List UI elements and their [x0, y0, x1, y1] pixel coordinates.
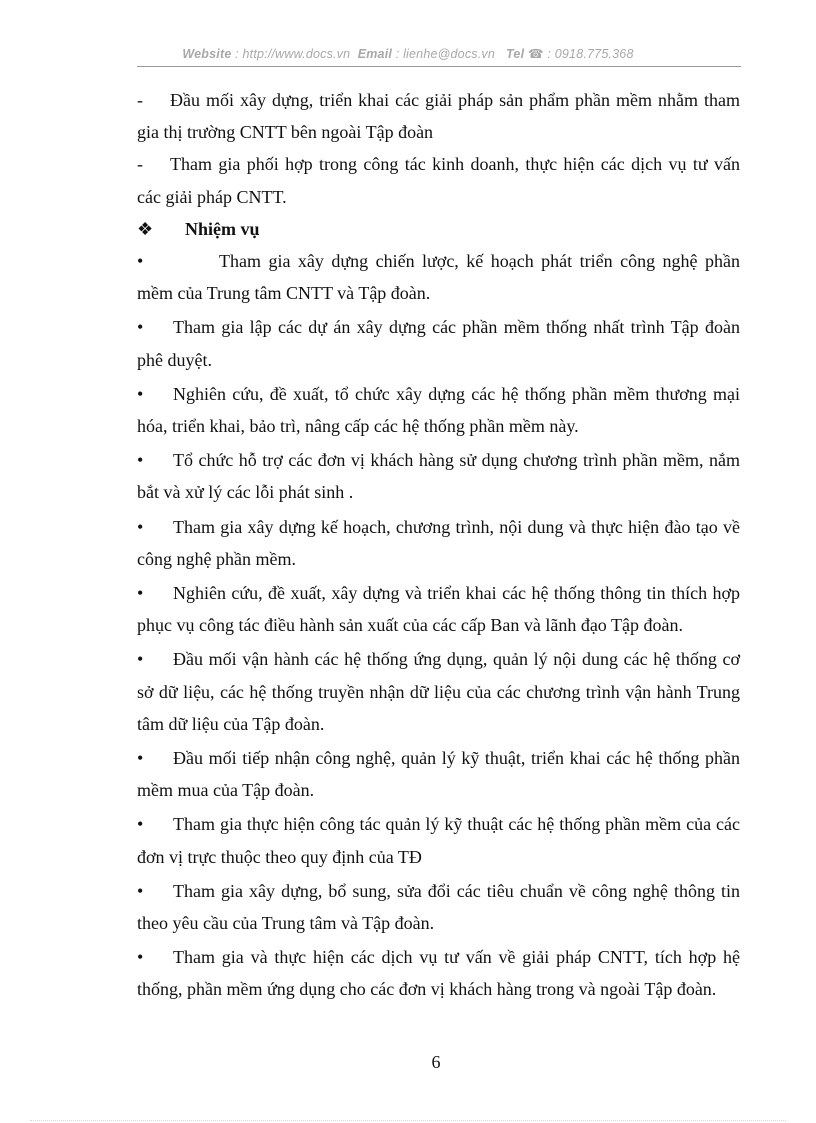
task-text: Tham gia thực hiện công tác quản lý kỹ thuật các hệ thống phần mềm của các đơn vị trực thuộc theo quy định của TĐ	[137, 814, 740, 867]
bullet-marker: •	[137, 583, 144, 604]
email-separator: :	[392, 47, 404, 61]
phone-icon: ☎	[527, 47, 544, 61]
task-text: Tham gia xây dựng, bổ sung, sửa đổi các tiêu chuẩn về công nghệ thông tin theo yêu cầu của Trung tâm và Tập đoàn.	[137, 880, 740, 934]
task-item	[137, 875, 740, 939]
tel-value: 0918.775.368	[554, 47, 634, 61]
bullet-marker: •	[137, 516, 144, 537]
website-url: http://www.docs.vn	[242, 47, 351, 61]
task-text: Tham gia lập các dự án xây dựng các phần mềm thống nhất trình Tập đoàn phê duyệt.	[137, 317, 740, 370]
bullet-marker: •	[137, 649, 144, 670]
diamond-bullet-icon: ❖	[137, 218, 154, 239]
email-value: lienhe@docs.vn	[403, 47, 496, 61]
website-label: Website	[182, 47, 232, 61]
task-item	[137, 941, 740, 1005]
intro-item-text: Đầu mối xây dựng, triển khai các giải pháp sản phẩm phần mềm nhằm tham gia thị trường CNTT bên ngoài Tập đoàn	[137, 90, 740, 143]
header-divider	[137, 66, 741, 67]
bullet-marker: •	[137, 748, 144, 769]
task-text: Tham gia và thực hiện các dịch vụ tư vấn về giải pháp CNTT, tích hợp hệ thống, phần mềm ứng dụng cho các đơn vị khách hàng trong và ngoài Tập đoàn.	[137, 947, 740, 1000]
intro-item	[137, 84, 740, 148]
intro-item-text: Tham gia phối hợp trong công tác kinh doanh, thực hiện các dịch vụ tư vấn các giải pháp CNTT.	[137, 154, 740, 207]
dash-marker: -	[137, 90, 143, 110]
tel-label: Tel	[506, 47, 525, 61]
bullet-marker: •	[137, 251, 144, 272]
task-item	[137, 643, 740, 740]
tel-separator: :	[543, 47, 555, 61]
bullet-marker: •	[137, 880, 144, 901]
task-item	[137, 742, 740, 806]
email-label: Email	[357, 47, 393, 61]
bullet-marker: •	[137, 383, 144, 404]
page-header	[0, 46, 816, 61]
dash-marker: -	[137, 154, 143, 175]
section-title: Nhiệm vụ	[185, 218, 260, 239]
task-text: Tham gia xây dựng chiến lược, kế hoạch phát triển công nghệ phần mềm của Trung tâm CNTT và Tập đoàn.	[137, 251, 740, 304]
task-text: Đầu mối tiếp nhận công nghệ, quản lý kỹ thuật, triển khai các hệ thống phần mềm mua của Tập đoàn.	[137, 748, 740, 801]
bullet-marker: •	[137, 317, 144, 338]
task-text: Tổ chức hỗ trợ các đơn vị khách hàng sử dụng chương trình phần mềm, nắm bắt và xử lý các lỗi phát sinh .	[137, 450, 740, 503]
task-text: Nghiên cứu, đề xuất, tổ chức xây dựng các hệ thống phần mềm thương mại hóa, triển khai, bảo trì, nâng cấp các hệ thống phần mềm này.	[137, 383, 740, 437]
website-separator: :	[231, 47, 243, 61]
task-text: Đầu mối vận hành các hệ thống ứng dụng, quản lý nội dung các hệ thống cơ sở dữ liệu, các hệ thống truyền nhận dữ liệu của các chương trình vận hành Trung tâm dữ liệu của Tập đoàn.	[137, 649, 740, 734]
section-heading	[137, 213, 740, 245]
task-text: Tham gia xây dựng kế hoạch, chương trình, nội dung và thực hiện đào tạo về công nghệ phần mềm.	[137, 516, 740, 569]
task-text: Nghiên cứu, đề xuất, xây dựng và triển khai các hệ thống thông tin thích hợp phục vụ công tác điều hành sản xuất của các cấp Ban và lãnh đạo Tập đoàn.	[137, 583, 740, 636]
bullet-marker: •	[137, 814, 144, 835]
task-item	[137, 444, 740, 508]
intro-item	[137, 148, 740, 212]
task-item	[137, 577, 740, 641]
task-item	[137, 245, 740, 309]
page-number: 6	[431, 1052, 441, 1072]
task-item	[137, 378, 740, 442]
bullet-marker: •	[137, 450, 144, 471]
footer-divider	[30, 1120, 786, 1121]
task-item	[137, 311, 740, 375]
document-body	[137, 84, 740, 1006]
bullet-marker: •	[137, 947, 144, 968]
task-item	[137, 511, 740, 575]
task-item	[137, 808, 740, 872]
